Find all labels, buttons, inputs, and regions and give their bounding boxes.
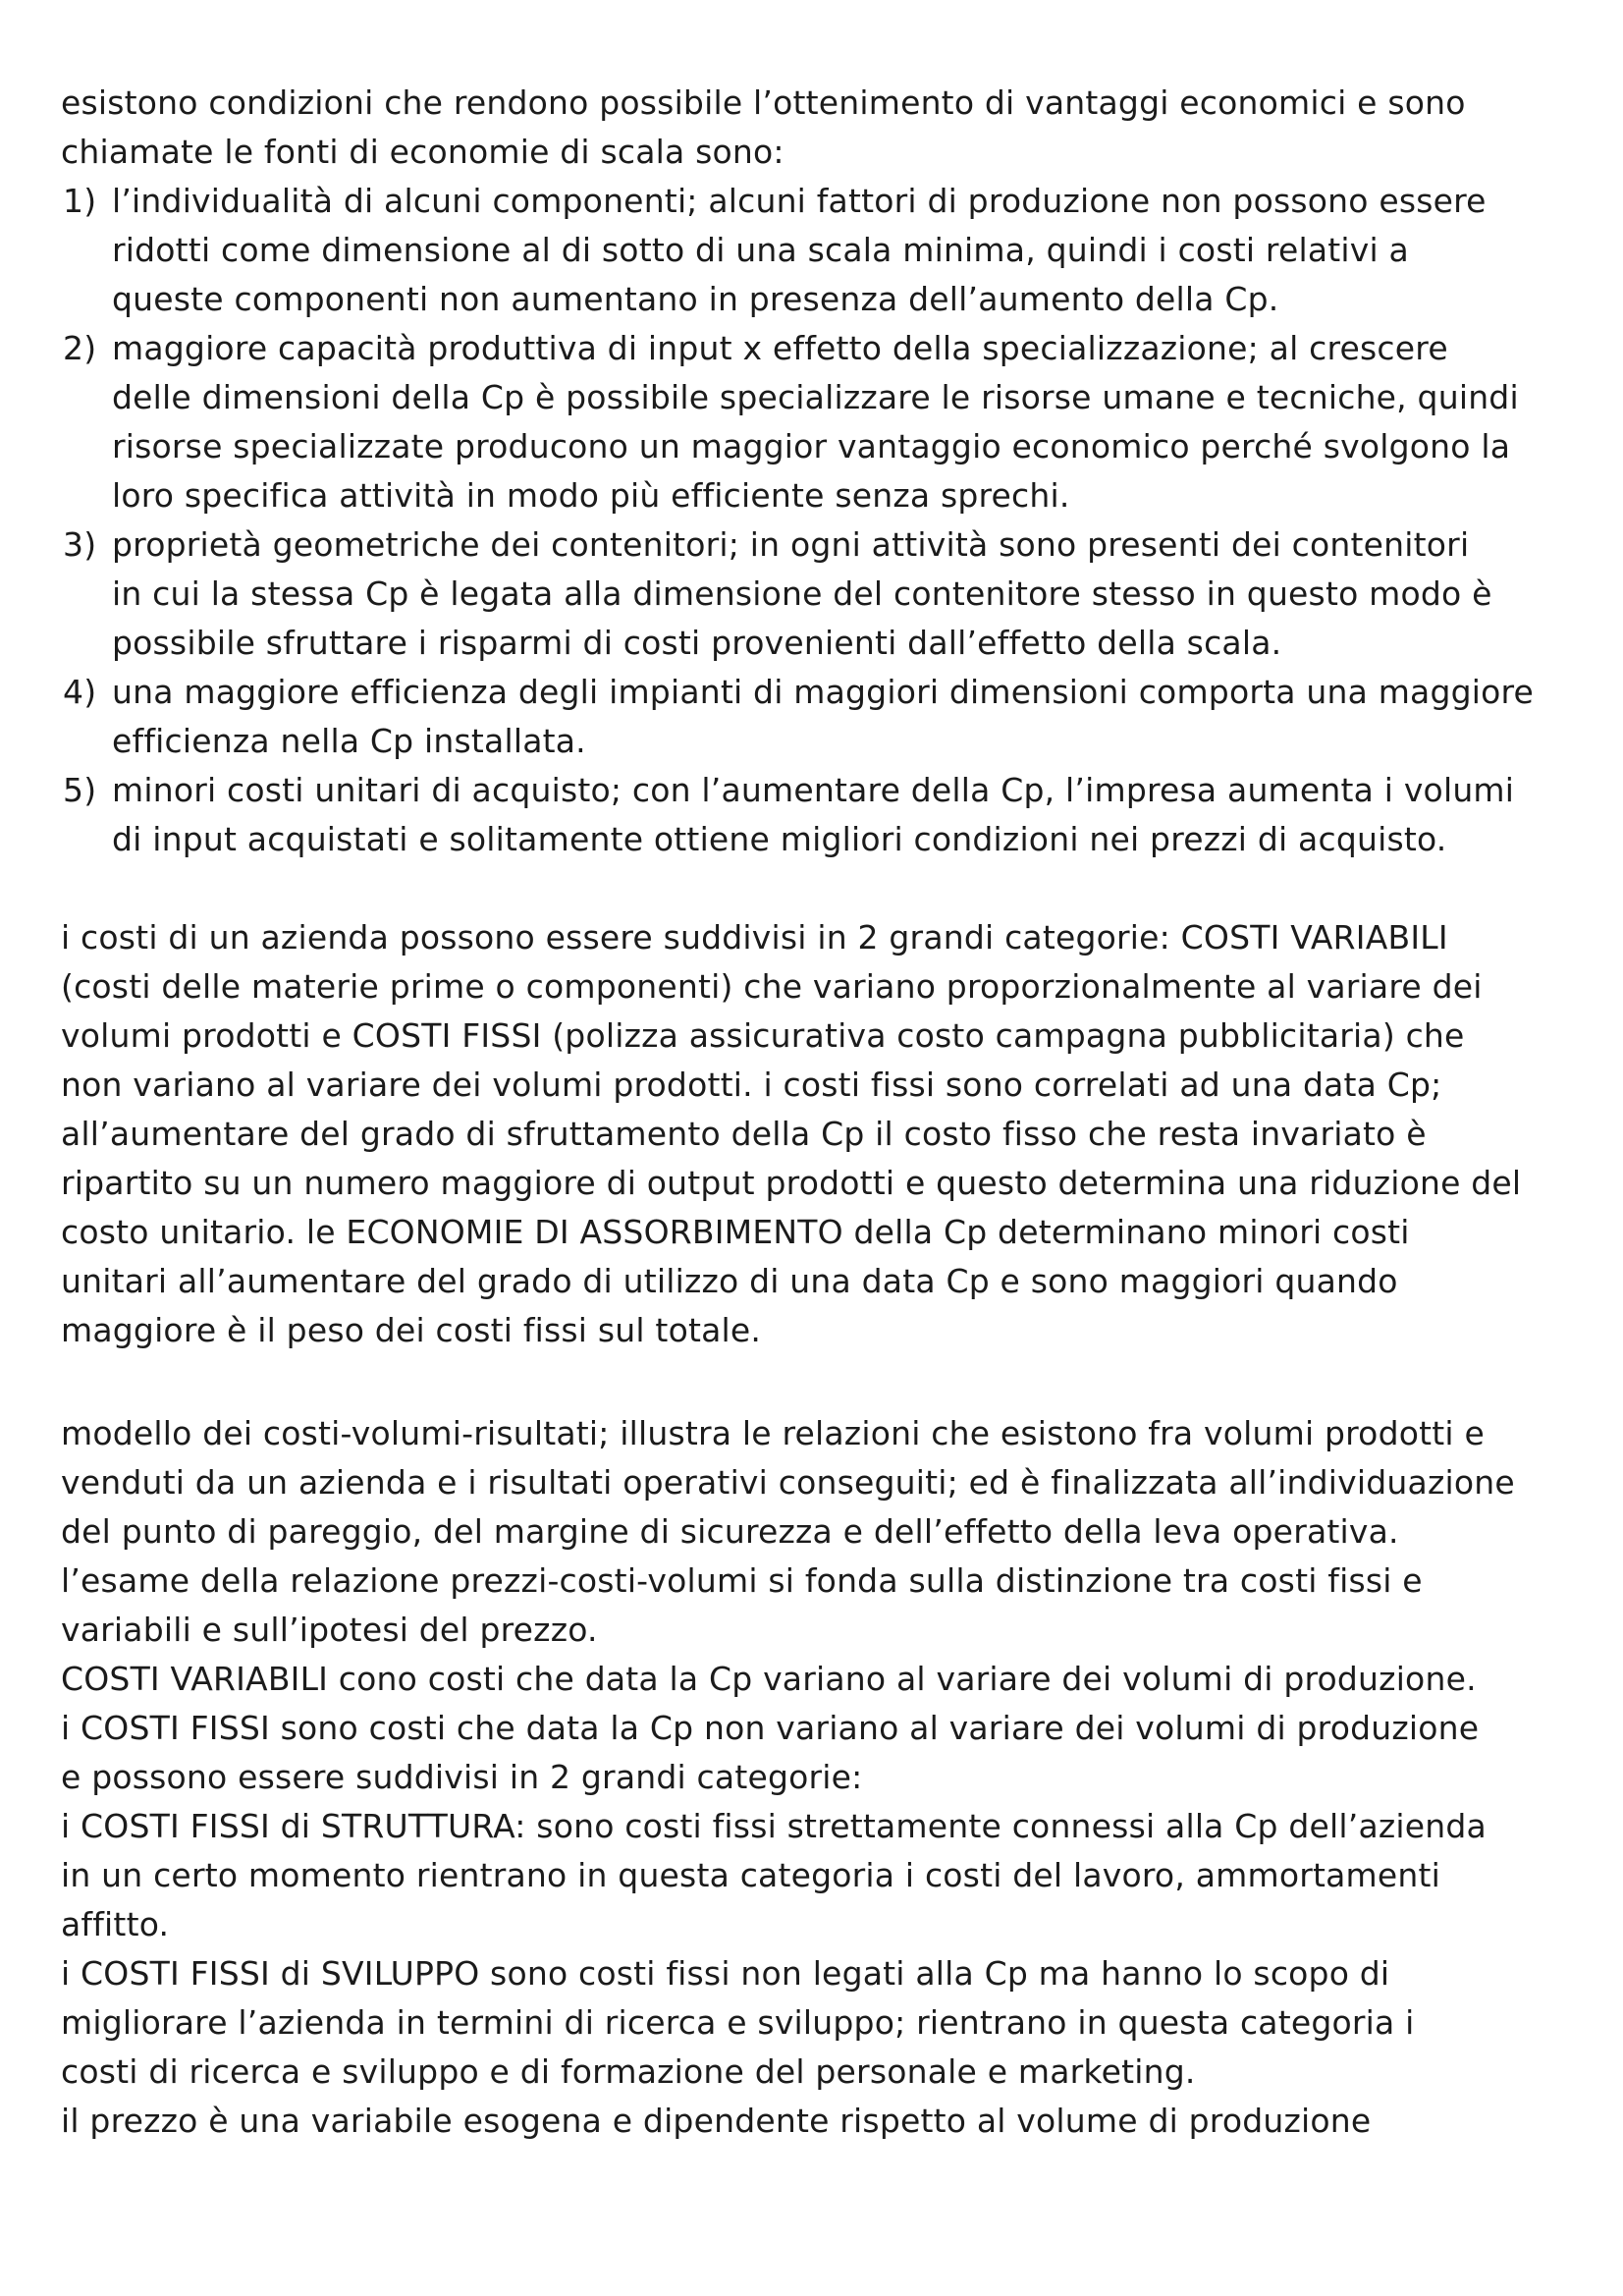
list-number: 2) <box>63 329 97 367</box>
paragraph-line: ripartito su un numero maggiore di output prodotti e questo determina una riduzione del <box>61 1164 1522 1202</box>
paragraph-line: all’aumentare del grado di sfruttamento della Cp il costo fisso che resta invariato è <box>61 1115 1427 1153</box>
paragraph-line: unitari all’aumentare del grado di utilizzo di una data Cp e sono maggiori quando <box>61 1262 1398 1300</box>
list-item-line: una maggiore efficienza degli impianti di maggiori dimensioni comporta una maggiore <box>112 673 1535 711</box>
list-number: 4) <box>63 673 97 711</box>
list-item-line: in cui la stessa Cp è legata alla dimensione del contenitore stesso in questo modo è <box>112 574 1492 613</box>
list-item-line: loro specifica attività in modo più efficiente senza sprechi. <box>112 476 1070 515</box>
paragraph-line: volumi prodotti e COSTI FISSI (polizza assicurativa costo campagna pubblicitaria) che <box>61 1016 1465 1055</box>
paragraph-line: il prezzo è una variabile esogena e dipendente rispetto al volume di produzione <box>61 2102 1372 2140</box>
intro-line: chiamate le fonti di economie di scala sono: <box>61 133 784 171</box>
intro-line: esistono condizioni che rendono possibile l’ottenimento di vantaggi economici e sono <box>61 83 1466 122</box>
paragraph-line: maggiore è il peso dei costi fissi sul totale. <box>61 1311 762 1349</box>
list-item-line: maggiore capacità produttiva di input x effetto della specializzazione; al crescere <box>112 329 1448 367</box>
list-item-line: queste componenti non aumentano in presenza dell’aumento della Cp. <box>112 280 1279 318</box>
paragraph-line: venduti da un azienda e i risultati operativi conseguiti; ed è finalizzata all’individuazione <box>61 1463 1515 1502</box>
list-number: 3) <box>63 525 97 564</box>
paragraph-line: variabili e sull’ipotesi del prezzo. <box>61 1611 598 1649</box>
paragraph-line: affitto. <box>61 1905 170 1943</box>
list-item-line: proprietà geometriche dei contenitori; in ogni attività sono presenti dei contenitori <box>112 525 1470 564</box>
list-item-line: possibile sfruttare i risparmi di costi provenienti dall’effetto della scala. <box>112 624 1282 662</box>
paragraph-line: non variano al variare dei volumi prodotti. i costi fissi sono correlati ad una data Cp; <box>61 1066 1442 1104</box>
list-item-line: minori costi unitari di acquisto; con l’aumentare della Cp, l’impresa aumenta i volumi <box>112 771 1515 809</box>
paragraph-line: in un certo momento rientrano in questa categoria i costi del lavoro, ammortamenti <box>61 1856 1441 1894</box>
paragraph-line: (costi delle materie prime o componenti) che variano proporzionalmente al variare dei <box>61 967 1483 1006</box>
paragraph-line: i COSTI FISSI di SVILUPPO sono costi fissi non legati alla Cp ma hanno lo scopo di <box>61 1954 1390 1993</box>
list-number: 1) <box>63 182 97 220</box>
list-item-line: ridotti come dimensione al di sotto di una scala minima, quindi i costi relativi a <box>112 231 1409 269</box>
list-item-line: efficienza nella Cp installata. <box>112 722 586 760</box>
list-item-line: l’individualità di alcuni componenti; alcuni fattori di produzione non possono essere <box>112 182 1487 220</box>
paragraph-line: l’esame della relazione prezzi-costi-volumi si fonda sulla distinzione tra costi fissi e <box>61 1561 1423 1600</box>
paragraph-line: migliorare l’azienda in termini di ricerca e sviluppo; rientrano in questa categoria i <box>61 2003 1415 2042</box>
paragraph-line: i COSTI FISSI sono costi che data la Cp non variano al variare dei volumi di produzione <box>61 1709 1480 1747</box>
paragraph-line: i costi di un azienda possono essere suddivisi in 2 grandi categorie: COSTI VARIABILI <box>61 918 1448 957</box>
paragraph-line: del punto di pareggio, del margine di sicurezza e dell’effetto della leva operativa. <box>61 1512 1399 1551</box>
paragraph-line: i COSTI FISSI di STRUTTURA: sono costi fissi strettamente connessi alla Cp dell’azienda <box>61 1807 1487 1845</box>
paragraph-line: COSTI VARIABILI cono costi che data la Cp variano al variare dei volumi di produzione. <box>61 1660 1477 1698</box>
list-item-line: di input acquistati e solitamente ottiene migliori condizioni nei prezzi di acquisto. <box>112 820 1447 858</box>
paragraph-line: costo unitario. le ECONOMIE DI ASSORBIMENTO della Cp determinano minori costi <box>61 1213 1410 1251</box>
paragraph-line: modello dei costi-volumi-risultati; illustra le relazioni che esistono fra volumi prodotti e <box>61 1414 1485 1452</box>
list-item-line: risorse specializzate producono un maggior vantaggio economico perché svolgono la <box>112 427 1511 465</box>
paragraph-line: costi di ricerca e sviluppo e di formazione del personale e marketing. <box>61 2052 1196 2091</box>
list-number: 5) <box>63 771 97 809</box>
list-item-line: delle dimensioni della Cp è possibile specializzare le risorse umane e tecniche, quindi <box>112 378 1519 416</box>
paragraph-line: e possono essere suddivisi in 2 grandi categorie: <box>61 1758 863 1796</box>
